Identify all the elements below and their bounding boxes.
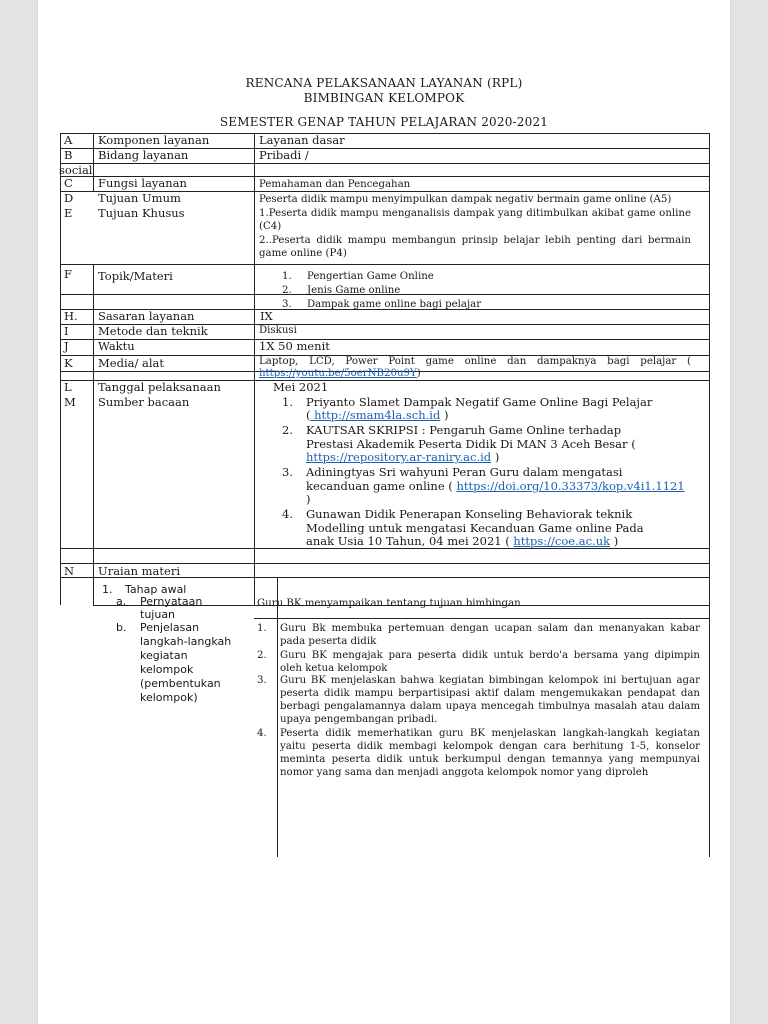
source-link-line: ( http://smam4la.sch.id ) xyxy=(306,408,449,422)
row-d-code: D xyxy=(64,191,74,205)
row-k-value: Laptop, LCD, Power Point game online dan dampaknya bagi pelajar ( xyxy=(259,356,691,367)
topic-text: Dampak game online bagi pelajar xyxy=(307,299,482,310)
row-l-label: Tanggal pelaksanaan xyxy=(98,380,221,394)
source-link[interactable]: http://smam4la.sch.id xyxy=(310,408,441,422)
row-j-code: J xyxy=(64,339,69,353)
document-page xyxy=(38,0,730,1024)
source-line: Priyanto Slamet Dampak Negatif Game Online Bagi Pelajar xyxy=(306,395,653,409)
step-a-label: Pernyataan xyxy=(140,595,203,608)
step-text: Guru Bk membuka pertemuan dengan ucapan salam dan menanyakan kabar pada peserta didik xyxy=(280,623,700,647)
source-link[interactable]: https://coe.ac.uk xyxy=(513,534,611,548)
row-j-label: Waktu xyxy=(98,339,135,353)
row-b-overflow: social xyxy=(59,163,93,177)
row-f-label: Topik/Materi xyxy=(98,269,173,283)
rpl-document: RENCANA PELAKSANAAN LAYANAN (RPL) BIMBINGAN KELOMPOK SEMESTER GENAP TAHUN PELAJARAN 2020-2021 A Komponen layanan Layanan dasar B Bidang layanan Pribadi / social C Fungsi layanan Pemahaman dan Pencegahan D Tujuan Umum Peserta didik mampu menyimpulkan dampak negativ bermain game online (A5) E Tujuan Khusus 1.Peserta didik mampu menganalisis dampak yang ditimbulkan akibat game online (C4) 2..Peserta didik mampu membangun prinsip belajar lebih penting dari bermain game online (P4) F Topik/Materi 1. Pengertian Game Online 2. Jenis Game online 3. Dampak game online bagi pelajar H. Sasaran layanan IX I Metode dan teknik Diskusi J Waktu 1X 50 menit K Media/ alat Laptop, LCD, Power Point game online dan dampaknya bagi pelajar ( https://youtu.be/5oerNB20u9Y) L Tanggal pelaksanaan Mei 2021 M Sumber bacaan 1. Priyanto Slamet Dampak Negatif Game Online Bagi Pelajar ( http://smam4la.sch.id ) 2. KAUTSAR SKRIPSI : Pengaruh Game Online terhadap Prestasi Akademik Peserta Didik Di MAN 3 Aceh Besar ( https://repository.ar-raniry.ac.id ) 3. Adiningtyas Sri wahyuni Peran Guru dalam mengatasi kecanduan game online ( https://doi.org/10.33373/kop.v4i1.1121 ) 4. Gunawan Didik Penerapan Konseling Behaviorak teknik Modelling untuk mengatasi Kecanduan Game online Pada anak Usia 10 Tahun, 04 mei 2021 ( https://coe.ac.uk ) N Uraian materi 1. Tahap awal a. Pernyataan tujuan Guru BK menyampaikan tentang tujuan bimbingan b. Penjelasan langkah-langkah kegiatan kelompok (pembentukan kelompok) 1. Guru Bk membuka pertemuan dengan ucapan salam dan menanyakan kabar pada peserta didik 2. Guru BK mengajak para peserta didik untuk berdo'a bersama yang dipimpin oleh ketua kelompok 3. Guru BK menjelaskan bahwa kegiatan bimbingan kelompok ini bertujuan agar peserta didik mampu berpartisipasi aktif dalam mengemukakan pendapat dan berbagi pengalamannya dalam upaya mencegah timbulnya masalah atau dalam upaya pengembangan pribadi. 4. Peserta didik memerhatikan guru BK menjelaskan langkah-langkah kegiatan yaitu peserta didik membagi kelompok dengan cara berhitung 1-5, konselor meminta peserta didik untuk berkumpul dengan temannya yang mempunyai nomor yang sama dan menjadi anggota kelompok nomor yang diproleh xyxy=(38,0,730,1024)
row-a-code: A xyxy=(64,133,73,147)
row-h-code: H. xyxy=(64,309,78,323)
row-b-value: Pribadi / xyxy=(259,148,309,162)
step-text: Guru BK mengajak para peserta didik untuk berdo'a bersama yang dipimpin oleh ketua kelompok xyxy=(280,650,700,674)
step-num: 2. xyxy=(257,650,267,661)
title-line-1: RENCANA PELAKSANAAN LAYANAN (RPL) xyxy=(245,76,523,90)
row-k-code: K xyxy=(64,356,73,370)
row-a-value: Layanan dasar xyxy=(259,133,345,147)
source-num: 3. xyxy=(282,465,293,479)
step-text: Guru BK menjelaskan bahwa kegiatan bimbingan kelompok ini bertujuan agar peserta didik mampu berpartisipasi aktif dalam mengemukakan pendapat dan berbagi pengalamannya dalam upaya mencegah timbulnya masalah atau dalam upaya pengembangan pribadi. xyxy=(280,675,700,725)
row-i-value: Diskusi xyxy=(259,325,297,336)
topic-num: 1. xyxy=(282,271,292,282)
source-link-line: kecanduan game online ( https://doi.org/10.33373/kop.v4i1.1121 xyxy=(306,479,685,493)
source-link[interactable]: https://repository.ar-raniry.ac.id xyxy=(306,450,492,464)
source-link-line: https://repository.ar-raniry.ac.id ) xyxy=(306,450,500,464)
media-link[interactable]: https://youtu.be/5oerNB20u9Y xyxy=(259,368,417,379)
step-a-label-2: tujuan xyxy=(140,608,176,621)
row-i-code: I xyxy=(64,324,69,338)
source-line: KAUTSAR SKRIPSI : Pengaruh Game Online terhadap xyxy=(306,423,622,437)
title-line-2: BIMBINGAN KELOMPOK xyxy=(303,91,465,105)
step-num: 1. xyxy=(257,623,267,634)
topic-num: 2. xyxy=(282,285,292,296)
row-k-close: ) xyxy=(416,368,421,379)
source-line: Modelling untuk mengatasi Kecanduan Game online Pada xyxy=(306,521,644,535)
title-line-3: SEMESTER GENAP TAHUN PELAJARAN 2020-2021 xyxy=(219,115,549,129)
step-a-letter: a. xyxy=(116,595,127,608)
row-m-code: M xyxy=(64,395,76,409)
source-link[interactable]: https://doi.org/10.33373/kop.v4i1.1121 xyxy=(456,479,685,493)
source-num: 1. xyxy=(282,395,293,409)
source-num: 2. xyxy=(282,423,293,437)
step-text: Peserta didik memerhatikan guru BK menjelaskan langkah-langkah kegiatan yaitu peserta didik membagi kelompok dengan cara berhitung 1-5, konselor meminta peserta didik untuk berkumpul dengan temannya yang mempunyai nomor yang sama dan menjadi anggota kelompok nomor yang diproleh xyxy=(280,728,700,778)
source-link-line: anak Usia 10 Tahun, 04 mei 2021 ( https://coe.ac.uk ) xyxy=(306,534,619,548)
step-num: 4. xyxy=(257,728,267,739)
topic-text: Jenis Game online xyxy=(307,285,401,296)
row-l-code: L xyxy=(64,380,72,394)
source-line: Gunawan Didik Penerapan Konseling Behaviorak teknik xyxy=(306,507,633,521)
row-a-label: Komponen layanan xyxy=(98,133,210,147)
step-a-text: Guru BK menyampaikan tentang tujuan bimbingan xyxy=(257,598,521,609)
row-h-value: IX xyxy=(260,309,273,323)
row-k-label: Media/ alat xyxy=(98,356,165,370)
source-close: ) xyxy=(306,492,311,506)
row-d-value: Peserta didik mampu menyimpulkan dampak negativ bermain game online (A5) xyxy=(259,194,672,205)
row-i-label: Metode dan teknik xyxy=(98,324,208,338)
tahap-title: Tahap awal xyxy=(125,583,187,596)
row-b-label: Bidang layanan xyxy=(98,148,189,162)
row-m-label: Sumber bacaan xyxy=(98,395,190,409)
row-j-value: 1X 50 menit xyxy=(259,339,330,353)
source-line: Adiningtyas Sri wahyuni Peran Guru dalam mengatasi xyxy=(306,465,623,479)
row-b-code: B xyxy=(64,148,73,162)
source-line: Prestasi Akademik Peserta Didik Di MAN 3 Aceh Besar ( xyxy=(306,437,636,451)
row-c-code: C xyxy=(64,176,73,190)
row-h-label: Sasaran layanan xyxy=(98,309,195,323)
tahap-num: 1. xyxy=(102,583,113,596)
row-l-value: Mei 2021 xyxy=(273,380,329,394)
row-n-code: N xyxy=(64,564,75,578)
topic-text: Pengertian Game Online xyxy=(307,271,434,282)
row-e-label: Tujuan Khusus xyxy=(98,206,185,220)
row-c-label: Fungsi layanan xyxy=(98,176,187,190)
row-e-item-2: 2..Peserta didik mampu membangun prinsip belajar lebih penting dari bermain game online (P4) xyxy=(259,235,691,259)
row-n-label: Uraian materi xyxy=(98,564,181,578)
row-e-item-1: 1.Peserta didik mampu menganalisis dampak yang ditimbulkan akibat game online (C4) xyxy=(259,208,691,232)
step-num: 3. xyxy=(257,675,267,686)
row-c-value: Pemahaman dan Pencegahan xyxy=(259,179,411,190)
step-b-letter: b. xyxy=(116,621,127,634)
topic-num: 3. xyxy=(282,299,292,310)
source-num: 4. xyxy=(282,507,293,521)
row-e-code: E xyxy=(64,206,73,220)
row-d-label: Tujuan Umum xyxy=(98,191,181,205)
row-k-link-line xyxy=(259,367,421,380)
row-f-code: F xyxy=(64,267,72,281)
